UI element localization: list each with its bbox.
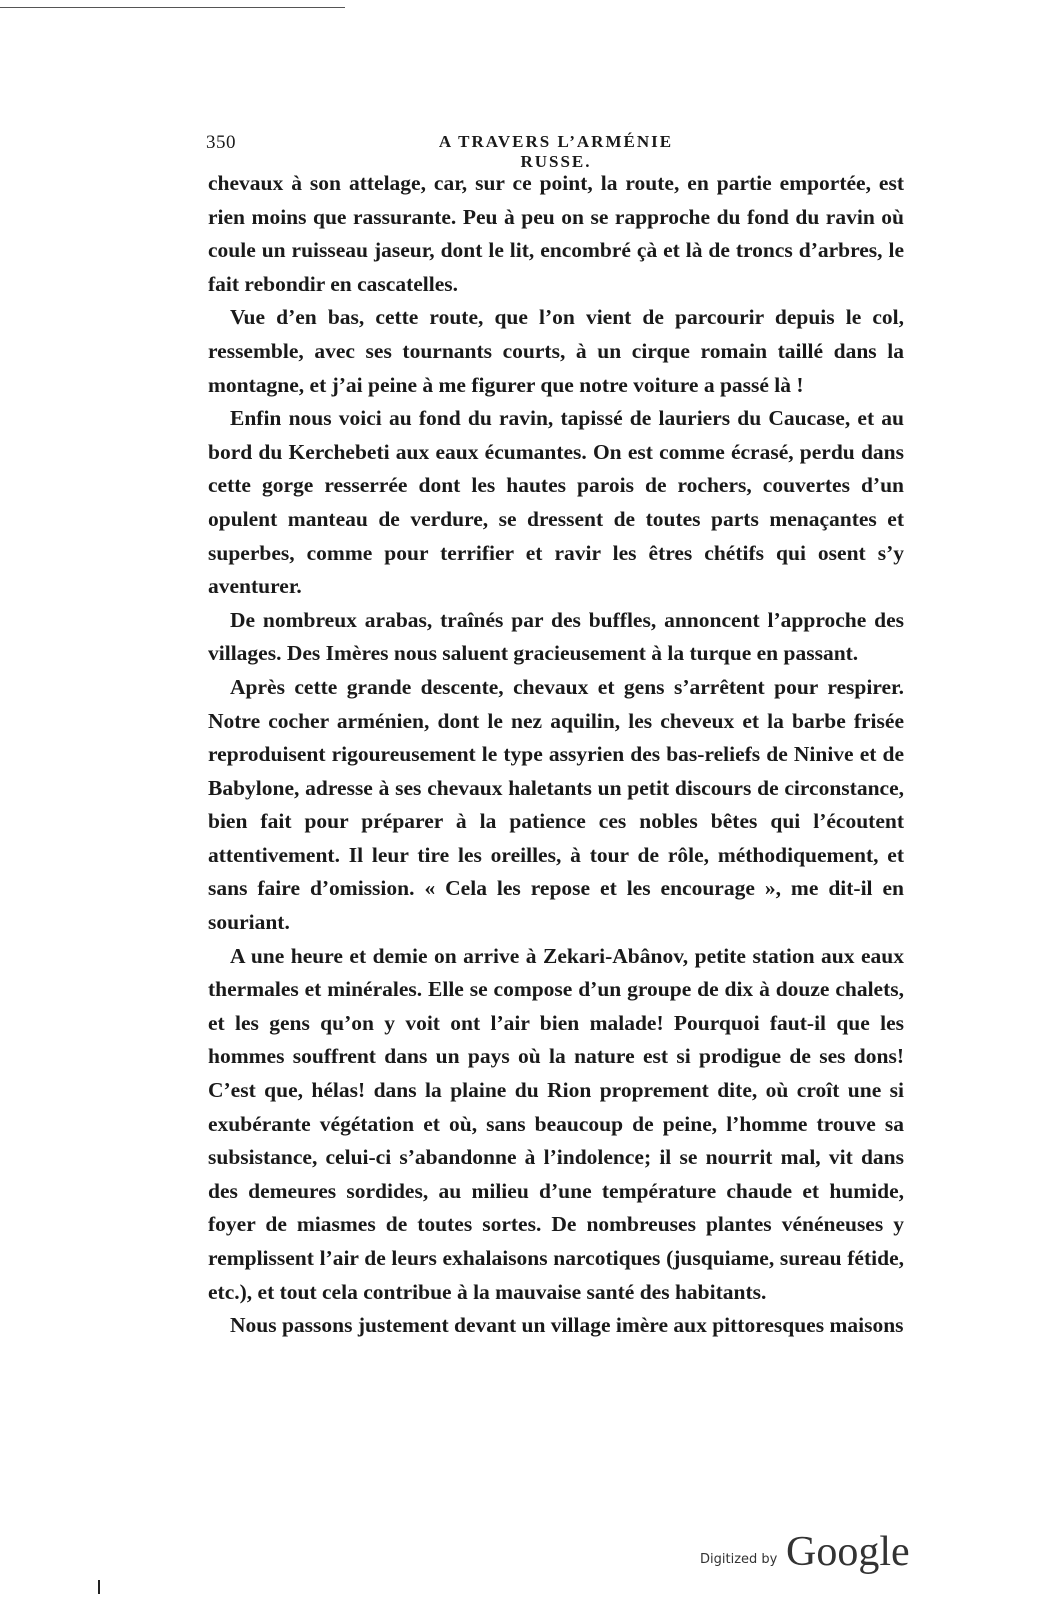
watermark-prefix: Digitized by xyxy=(700,1552,778,1567)
google-logo: Google xyxy=(786,1529,910,1575)
paragraph: Enfin nous voici au fond du ravin, tapissé de lauriers du Caucase, et au bord du Kerchebeti aux eaux écumantes. On est comme écrasé, perdu dans cette gorge resserrée dont les hautes parois de rochers, couvertes d’un opulent manteau de verdure, se dressent de toutes parts menaçantes et superbes, comme pour terrifier et ravir les êtres chétifs qui osent s’y aventurer. xyxy=(208,406,904,599)
margin-mark xyxy=(98,1580,100,1594)
page-number: 350 xyxy=(206,132,236,153)
paragraph: Vue d’en bas, cette route, que l’on vient de parcourir depuis le col, ressemble, avec ses tournants courts, à un cirque romain taillé dans la montagne, et j’ai peine à me figurer que notre voiture a passé là ! xyxy=(208,305,904,397)
running-head xyxy=(206,132,906,171)
body-text xyxy=(208,167,904,1343)
paragraph: A une heure et demie on arrive à Zekari-Abânov, petite station aux eaux thermales et minérales. Elle se compose d’un groupe de dix à douze chalets, et les gens qu’on y voit ont l’air bien malade! Pourquoi faut-il que les hommes souffrent dans un pays où la nature est si prodigue de ses dons! C’est que, hélas! dans la plaine du Rion proprement dite, où croît une si exubérante végétation et où, sans beaucoup de peine, l’homme trouve sa subsistance, celui-ci s’abandonne à l’indolence; il se nourrit mal, vit dans des demeures sordides, au milieu d’une température chaude et humide, foyer de miasmes de toutes sortes. De nombreuses plantes vénéneuses y remplissent l’air de leurs exhalaisons narcotiques (jusquiame, sureau fétide, etc.), et tout cela contribue à la mauvaise santé des habitants. xyxy=(208,943,904,1304)
running-title: A TRAVERS L’ARMÉNIE RUSSE. xyxy=(438,132,674,171)
paragraph: De nombreux arabas, traînés par des buffles, annoncent l’approche des villages. Des Imères nous saluent gracieusement à la turque en passant. xyxy=(208,607,904,666)
paragraph: chevaux à son attelage, car, sur ce point, la route, en partie emportée, est rien moins que rassurante. Peu à peu on se rapproche du fond du ravin où coule un ruisseau jaseur, dont le lit, encombré çà et là de troncs d’arbres, le fait rebondir en cascatelles. xyxy=(208,171,904,296)
paragraph: Nous passons justement devant un village imère aux pittoresques maisons xyxy=(230,1313,904,1338)
paragraph: Après cette grande descente, chevaux et gens s’arrêtent pour respirer. Notre cocher arménien, dont le nez aquilin, les cheveux et la barbe frisée reproduisent rigoureusement le type assyrien des bas-reliefs de Ninive et de Babylone, adresse à ses chevaux haletants un petit discours de circonstance, bien fait pour préparer à la patience ces nobles bêtes qui l’écoutent attentivement. Il leur tire les oreilles, à tour de rôle, méthodiquement, et sans faire d’omission. « Cela les repose et les encourage », me dit-il en souriant. xyxy=(208,674,904,935)
top-rule xyxy=(0,7,345,8)
digitized-watermark xyxy=(700,1528,920,1588)
